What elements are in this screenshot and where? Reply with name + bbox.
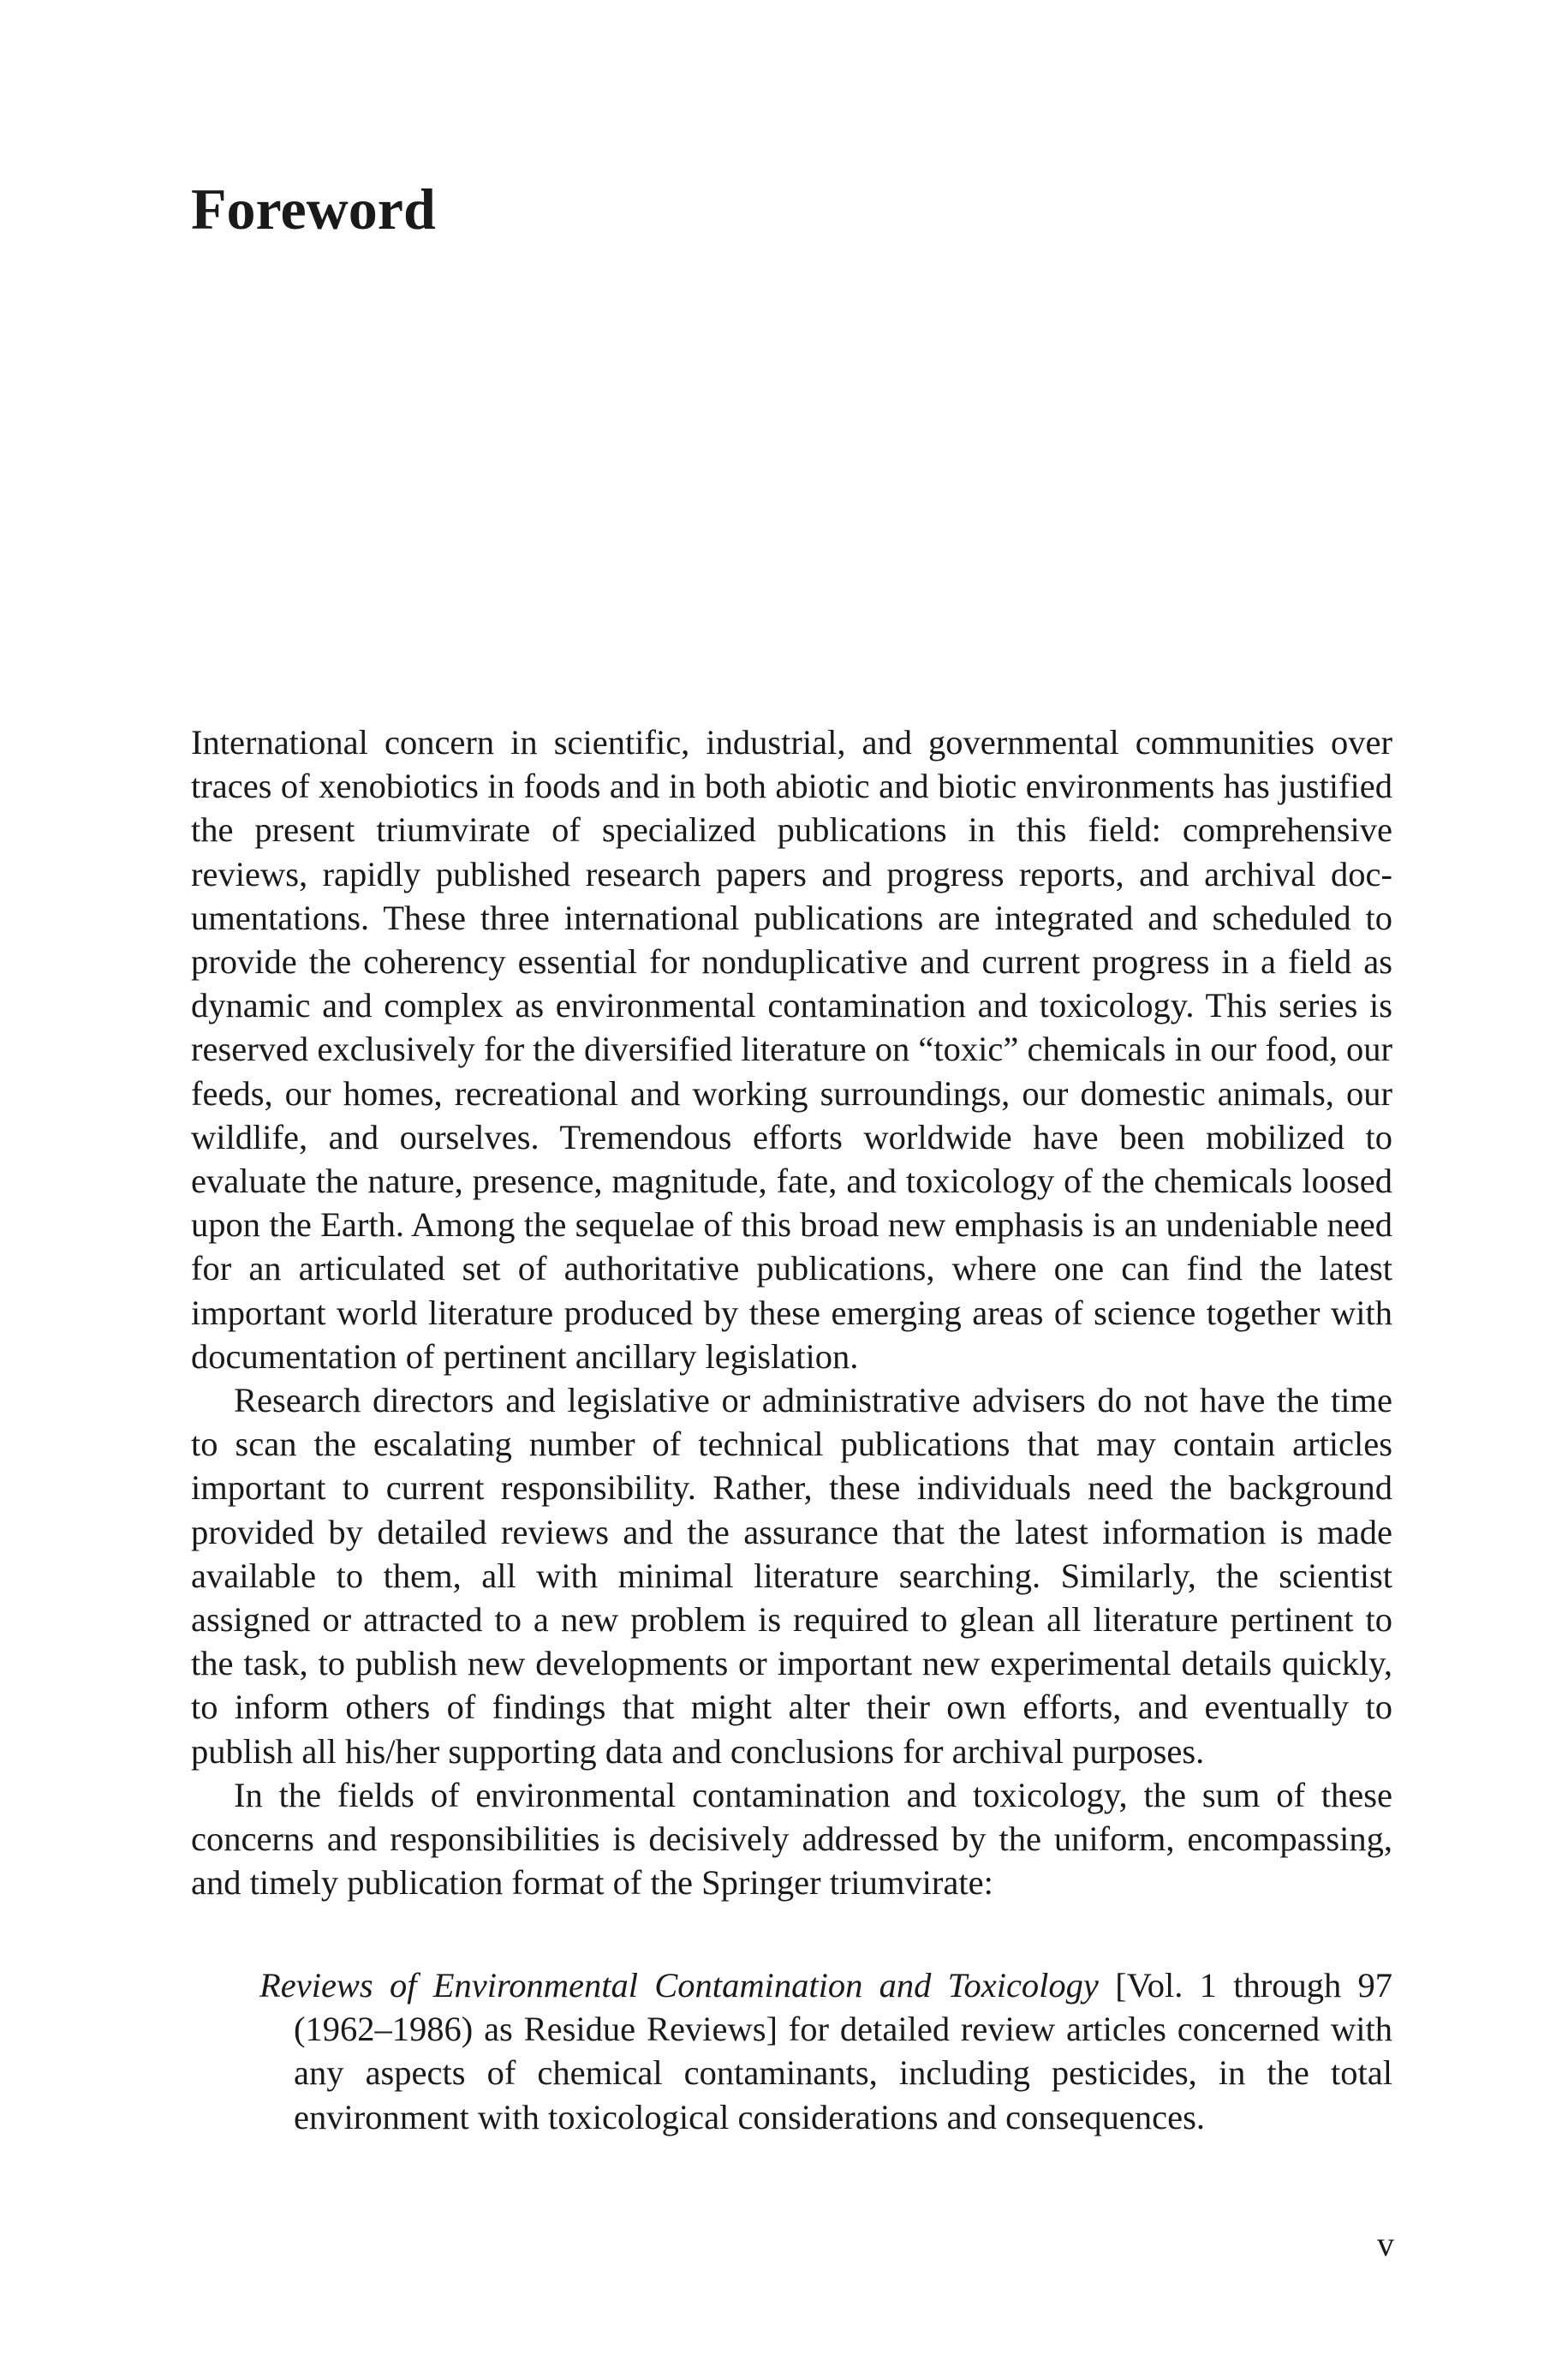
publication-description: [Vol. 1 through 97 (1962–1986) as Residue Reviews] for detailed review articles concerned with any aspects of chemical contaminants, including pesticides, in the total environment with toxicological considerations and consequences.: [294, 1966, 1393, 2136]
paragraph: Research directors and legislative or administrative advisers do not have the time to scan the escalating number of technical publications that may contain articles important to current responsibility. Rather, these individuals need the background provided by detailed reviews and the assurance that the latest information is made available to them, all with minimal literature searching. Similarly, the scientist assigned or attracted to a new problem is required to glean all literature pertinent to the task, to publish new developments or important new experimental details quickly, to inform others of findings that might alter their own efforts, and eventually to publish all his/her supporting data and conclusions for archival purposes.: [191, 1381, 1392, 1771]
page-title: Foreword: [191, 176, 436, 242]
foreword-body: [191, 720, 1392, 1904]
page-number: v: [1377, 2225, 1394, 2263]
publication-entry: [259, 1963, 1392, 2139]
paragraph: International concern in scientific, industrial, and governmental communities over traces of xenobiotics in foods and in both abiotic and biotic environments has justified the present triumvirate of specialized publications in this field: comprehensive reviews, rapidly published research papers and progress reports, and archival documentations. These three international publications are integrated and scheduled to provide the coherency essential for nonduplicative and current progress in a field as dynamic and complex as environmental contamination and toxicology. This series is reserved exclusively for the diversified literature on “toxic” chemicals in our food, our feeds, our homes, recreational and working surroundings, our domestic animals, our wildlife, and ourselves. Tremendous efforts worldwide have been mobilized to evaluate the nature, presence, magnitude, fate, and toxicology of the chemicals loosed upon the Earth. Among the sequelae of this broad new emphasis is an undeniable need for an articulated set of authoritative publications, where one can find the latest important world literature produced by these emerging areas of science together with documentation of pertinent ancillary legislation.: [191, 723, 1392, 1376]
publication-title: Reviews of Environmental Contamination and Toxicology: [259, 1966, 1099, 2005]
paragraph: In the fields of environmental contamination and toxicology, the sum of these concerns and responsibilities is decisively addressed by the uniform, encompassing, and timely publication format of the Springer triumvirate:: [191, 1775, 1392, 1903]
